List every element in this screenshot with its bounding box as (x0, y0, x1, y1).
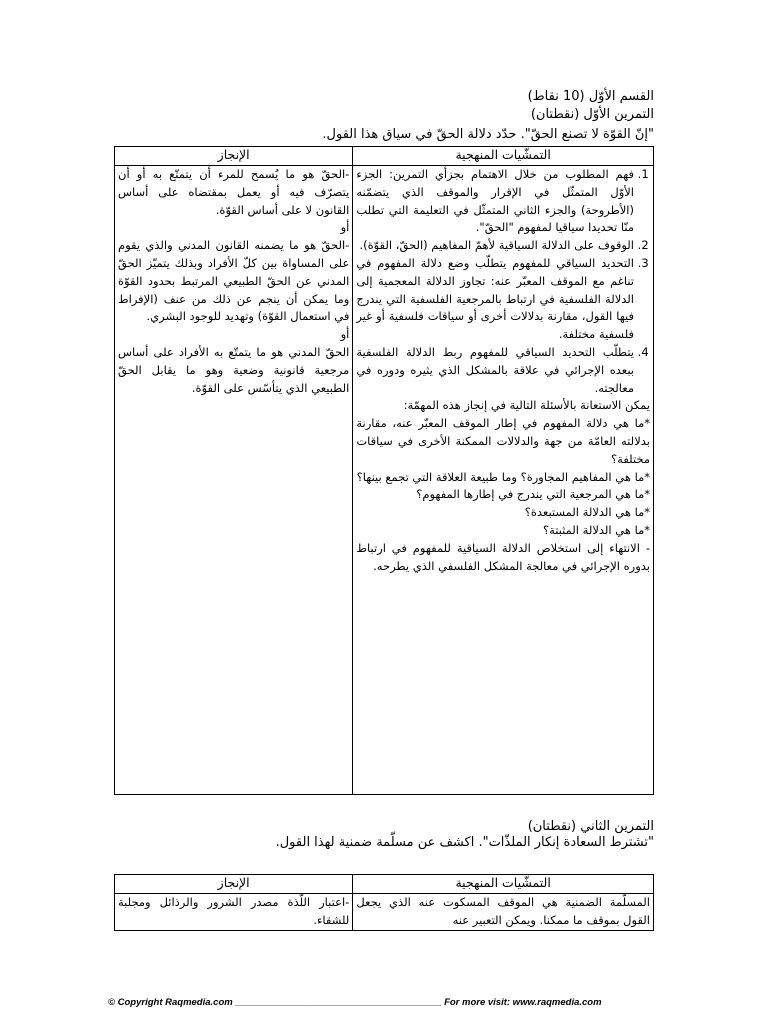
achievement-answer: -الحقّ هو ما يُسمح للمرء أن يتمتّع به أو أن يتصرّف فيه أو يعمل بمقتضاه على أساس القانون لا على أساس القوّة. (118, 167, 350, 217)
achievement-answer: الحقّ المدني هو ما يتمتّع به الأفراد على أساس مرجعية قانونية وضعية وهو ما يقابل الحقّ الطبيعي الذي يتأسّس على القوّة. (118, 344, 350, 395)
methodology-question: *ما هي الدلالة المثبتة؟ (542, 522, 650, 537)
methodology-paragraph: المسلّمة الضمنية هي الموقف المسكوت عنه الذي يجعل القول بموقف ما ممكنا. ويمكن التعبير عنه (356, 895, 650, 927)
achievement-or: أو (340, 327, 350, 342)
methodology-paragraph: يمكن الاستعانة بالأسئلة التالية في إنجاز هذه المهمّة: (403, 398, 650, 413)
methodology-step: 3. التحديد السياقي للمفهوم يتطلّب وضع دلالة المفهوم في تناغم مع الموقف المعبّر عنه: تجاوز الدلالة المعجمية إلى الدلالة الفلسفية في ارتباط بالمرجعية الفلسفية التي يندرج فيها القول، مقارنة بدلالات أخرى أو سياقات فلسفية أو غير فلسفية مختلفة. (356, 255, 634, 344)
achievement-header: الإنجاز (115, 875, 353, 894)
methodology-steps-list (356, 166, 650, 397)
footer-separator: _______________________________________ (235, 997, 442, 1008)
methodology-paragraph: - الانتهاء إلى استخلاص الدلالة السياقية للمفهوم في ارتباط بدوره الإجرائي في معالجة المشكل الفلسفي الذي يطرحه. (356, 540, 650, 573)
methodology-step: 4. يتطلّب التحديد السياقي للمفهوم ربط الدلالة الفلسفية ببعده الإجرائي في علاقة بالمشكل الذي يثيره ودوره في معالجته. (356, 344, 634, 397)
section-title: القسم الأوّل (10 نقاط) (527, 89, 654, 104)
methodology-header: التمشّيات المنهجية (353, 147, 654, 166)
achievement-or: أو (340, 220, 350, 235)
methodology-question: *ما هي دلالة المفهوم في إطار الموقف المعبّر عنه، مقارنة بدلالته العامّة من جهة والدلالات الممكنة الأخرى في سياقات مختلفة؟ (356, 416, 650, 466)
exercise2-table (114, 874, 654, 931)
methodology-cell (353, 894, 654, 931)
methodology-question: *ما هي المرجعية التي يندرج في إطارها المفهوم؟ (416, 487, 650, 502)
methodology-question: *ما هي المفاهيم المجاورة؟ وما طبيعة العلاقة التي تجمع بينها؟ (356, 469, 650, 484)
exercise1-prompt: "إنّ القوّة لا تصنع الحقّ". حدّد دلالة الحقّ في سياق هذا القول. (322, 127, 654, 142)
exercise1-title: التمرين الأوّل (نقطتان) (530, 107, 654, 122)
exercise2-prompt: "تشترط السعادة إنكار الملذّات". اكشف عن مسلّمة ضمنية لهذا القول. (275, 835, 654, 850)
exercise1-table (114, 146, 654, 795)
exercise2-table-header (115, 875, 654, 894)
achievement-answer: -اعتبار اللّذة مصدر الشرور والرذائل ومجلبة للشقاء. (118, 895, 350, 927)
footer-more-link[interactable]: For more visit: www.raqmedia.com (444, 997, 602, 1008)
achievement-answer: -الحقّ هو ما يضمنه القانون المدني والذي يقوم على المساواة بين كلّ الأفراد وبذلك يتميّز الحقّ المدني عن الحقّ الطبيعي المرتبط بحدود القوّة وما يمكن أن ينجم عن ذلك من عنف (الإفراط في استعمال القوّة) وتهديد للوجود البشري. (118, 238, 350, 324)
methodology-step: 1. فهم المطلوب من خلال الاهتمام بجزأي التمرين: الجزء الأوّل المتمثّل في الإقرار والموقف الذي يتضمّنه (الأطروحة) والجزء الثاني المتمثّل في التعليمة التي تطلب منّا تحديدا سياقيا لمفهوم "الحقّ". (356, 166, 634, 237)
exercise2-table-row (115, 894, 654, 931)
exercise1-table-header (115, 147, 654, 166)
achievement-header: الإنجاز (115, 147, 353, 166)
footer-copyright: © Copyright Raqmedia.com (108, 997, 233, 1008)
methodology-cell (353, 166, 654, 795)
methodology-question: *ما هي الدلالة المستبعدة؟ (524, 505, 650, 520)
exercise2-title: التمرين الثاني (نقطتان) (527, 819, 654, 834)
methodology-header: التمشّيات المنهجية (353, 875, 654, 894)
achievement-cell (115, 166, 353, 795)
exercise1-table-row (115, 166, 654, 795)
methodology-step: 2. الوقوف على الدلالة السياقية لأهمّ المفاهيم (الحقّ، القوّة). (356, 237, 634, 255)
footer (108, 997, 602, 1008)
achievement-cell (115, 894, 353, 931)
